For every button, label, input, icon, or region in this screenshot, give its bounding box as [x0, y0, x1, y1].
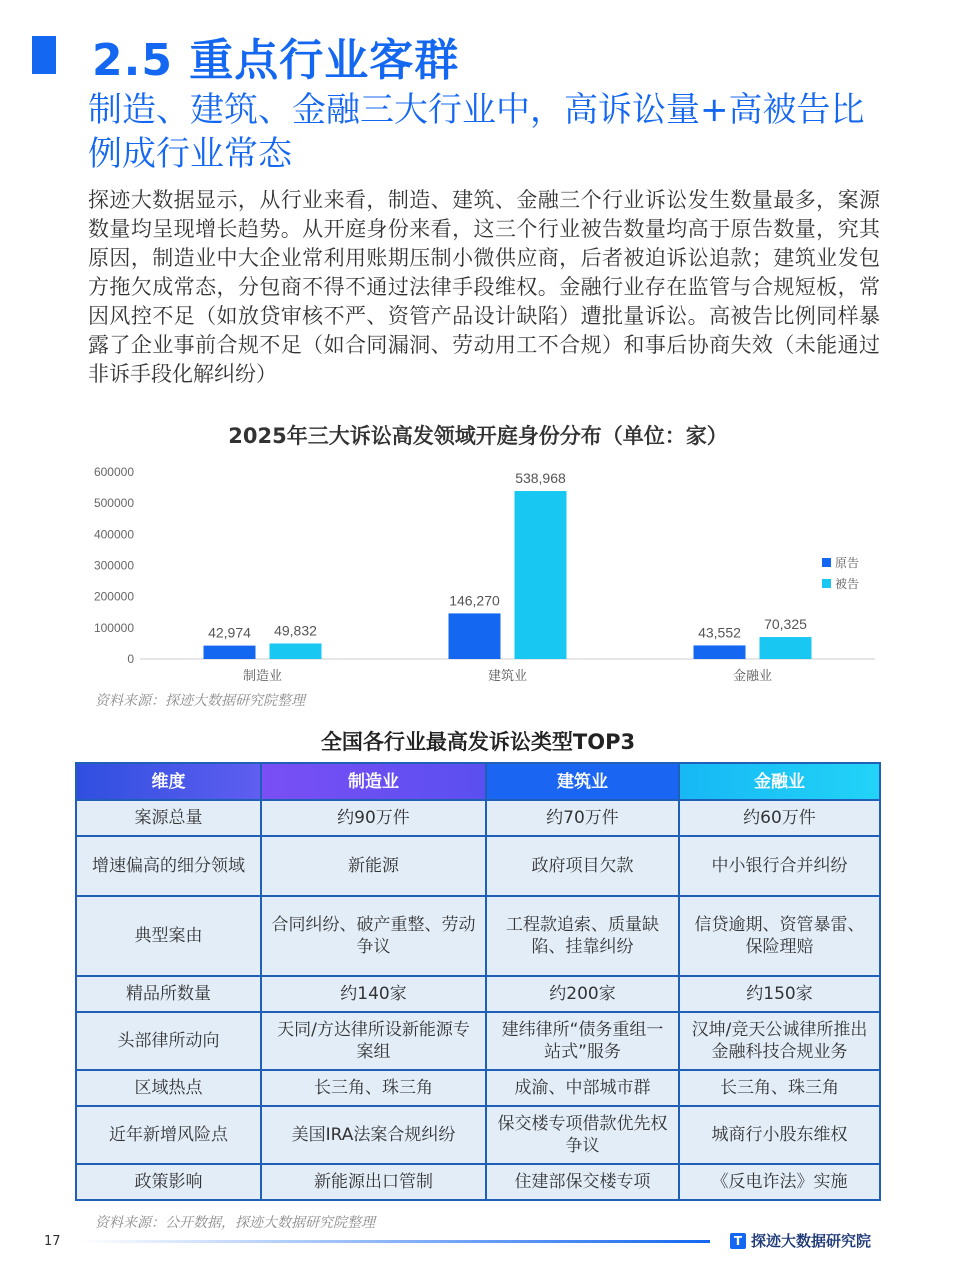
y-tick-label: 500000 [93, 496, 134, 511]
y-tick-label: 200000 [93, 589, 134, 604]
table-cell: 约90万件 [261, 800, 486, 836]
y-tick-label: 600000 [93, 465, 134, 479]
table-row [76, 836, 880, 896]
bar [694, 645, 746, 659]
table-cell: 约150家 [679, 976, 880, 1012]
table-row [76, 1164, 880, 1200]
table-cell: 政府项目欠款 [486, 836, 679, 896]
table-cell: 建纬律所“债务重组一站式”服务 [486, 1012, 679, 1070]
table-row [76, 896, 880, 976]
legend-swatch [822, 558, 831, 567]
table-cell: 中小银行合并纠纷 [679, 836, 880, 896]
data-label: 42,974 [208, 624, 251, 641]
table-cell: 长三角、珠三角 [261, 1070, 486, 1106]
section-subtitle: 制造、建筑、金融三大行业中，高诉讼量+高被告比例成行业常态 [88, 90, 865, 174]
y-tick-label: 0 [127, 652, 134, 666]
row-label: 典型案由 [76, 896, 261, 976]
table-cell: 新能源 [261, 836, 486, 896]
bar [760, 637, 812, 659]
table-cell: 信贷逾期、资管暴雷、保险理赔 [679, 896, 880, 976]
row-label: 增速偏高的细分领域 [76, 836, 261, 896]
table-source: 资料来源：公开数据，探迹大数据研究院整理 [95, 1215, 375, 1231]
footer-divider [80, 1240, 710, 1243]
table-cell: 汉坤/竞天公诚律所推出金融科技合规业务 [679, 1012, 880, 1070]
row-label: 政策影响 [76, 1164, 261, 1200]
table-header-row [76, 763, 880, 800]
bar [515, 491, 567, 659]
row-label: 头部律所动向 [76, 1012, 261, 1070]
x-tick-label: 制造业 [242, 669, 283, 684]
row-label: 区域热点 [76, 1070, 261, 1106]
data-label: 43,552 [698, 624, 741, 641]
header-finance: 金融业 [679, 763, 880, 800]
section-title: 2.5 重点行业客群 [92, 35, 460, 86]
chart-title: 2025年三大诉讼高发领域开庭身份分布（单位：家） [228, 424, 728, 448]
table-cell: 约140家 [261, 976, 486, 1012]
page-number: 17 [44, 1234, 61, 1249]
table-cell: 工程款追索、质量缺陷、挂靠纠纷 [486, 896, 679, 976]
row-label: 精品所数量 [76, 976, 261, 1012]
x-tick-label: 建筑业 [487, 669, 528, 684]
table-cell: 约70万件 [486, 800, 679, 836]
table-cell: 约200家 [486, 976, 679, 1012]
brand-mark [730, 1230, 871, 1251]
table-title: 全国各行业最高发诉讼类型TOP3 [320, 730, 636, 754]
table-cell: 天同/方达律所设新能源专案组 [261, 1012, 486, 1070]
table-row [76, 800, 880, 836]
table-row [76, 976, 880, 1012]
table-cell: 约60万件 [679, 800, 880, 836]
table-cell: 保交楼专项借款优先权争议 [486, 1106, 679, 1164]
industry-table [75, 762, 881, 1201]
x-tick-label: 金融业 [732, 669, 773, 684]
table-row [76, 1012, 880, 1070]
y-tick-label: 100000 [93, 620, 134, 635]
data-label: 146,270 [449, 592, 500, 609]
legend-label: 原告 [835, 556, 860, 570]
chart-source: 资料来源：探迹大数据研究院整理 [95, 693, 305, 709]
table-row [76, 1070, 880, 1106]
brand-name: 探迹大数据研究院 [751, 1232, 872, 1250]
header-dimension: 维度 [76, 763, 261, 800]
header-manufacturing: 制造业 [261, 763, 486, 800]
table-cell: 长三角、珠三角 [679, 1070, 880, 1106]
body-paragraph: 探迹大数据显示，从行业来看，制造、建筑、金融三个行业诉讼发生数量最多，案源数量均呈现增长趋势。从开庭身份来看，这三个行业被告数量均高于原告数量，究其原因，制造业中大企业常利用账期压制小微供应商，后者被迫诉讼追款；建筑业发包方拖欠成常态，分包商不得不通过法律手段维权。金融行业存在监管与合规短板，常因风控不足（如放贷审核不严、资管产品设计缺陷）遭批量诉讼。高被告比例同样暴露了企业事前合规不足（如合同漏洞、劳动用工不合规）和事后协商失效（未能通过非诉手段化解纠纷） [88, 188, 880, 386]
table-cell: 城商行小股东维权 [679, 1106, 880, 1164]
title-accent-bar [32, 36, 56, 74]
table-row [76, 1106, 880, 1164]
bar-chart [80, 458, 880, 688]
data-label: 538,968 [515, 470, 566, 487]
legend-swatch [822, 579, 831, 588]
y-tick-label: 300000 [93, 558, 134, 573]
table-cell: 合同纠纷、破产重整、劳动争议 [261, 896, 486, 976]
brand-logo-icon: T [730, 1233, 746, 1249]
row-label: 近年新增风险点 [76, 1106, 261, 1164]
table-cell: 住建部保交楼专项 [486, 1164, 679, 1200]
y-tick-label: 400000 [93, 527, 134, 542]
bar [204, 646, 256, 659]
data-label: 70,325 [764, 616, 807, 633]
table-cell: 《反电诈法》实施 [679, 1164, 880, 1200]
legend-label: 被告 [835, 577, 860, 591]
table-cell: 美国IRA法案合规纠纷 [261, 1106, 486, 1164]
row-label: 案源总量 [76, 800, 261, 836]
bar [449, 613, 501, 659]
table-cell: 成渝、中部城市群 [486, 1070, 679, 1106]
table-cell: 新能源出口管制 [261, 1164, 486, 1200]
data-label: 49,832 [274, 622, 317, 639]
bar [270, 643, 322, 659]
header-construction: 建筑业 [486, 763, 679, 800]
